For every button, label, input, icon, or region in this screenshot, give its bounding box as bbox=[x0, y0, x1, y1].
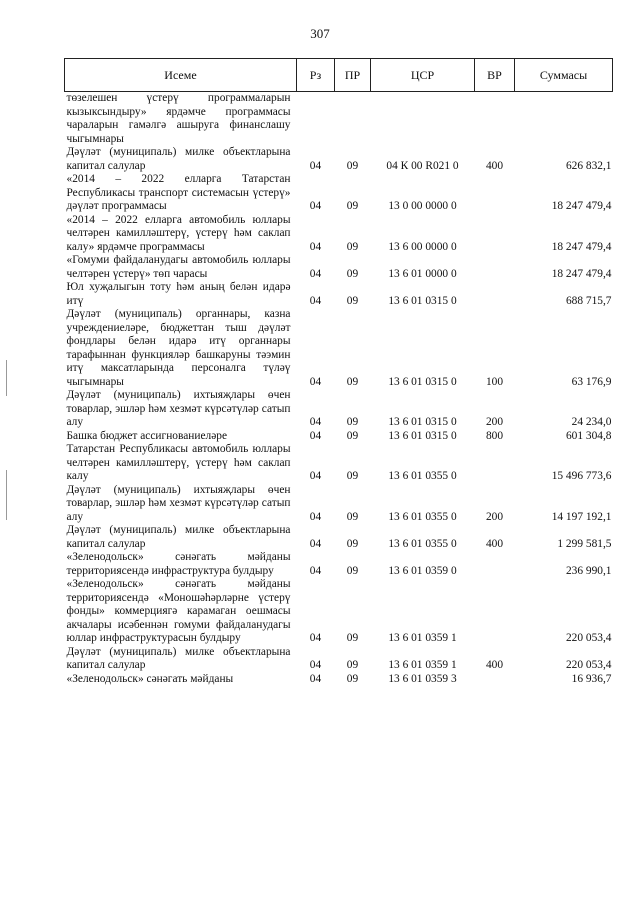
row-rz: 04 bbox=[309, 200, 322, 212]
row-vr: 800 bbox=[485, 429, 504, 442]
budget-table bbox=[64, 58, 613, 686]
row-csr bbox=[371, 92, 475, 147]
row-vr: 100 bbox=[485, 375, 504, 388]
row-csr: 13 0 00 0000 0 bbox=[388, 200, 457, 212]
table-row bbox=[65, 92, 613, 147]
table-row bbox=[65, 673, 613, 687]
row-sum: 14 197 192,1 bbox=[551, 510, 612, 523]
row-csr: 13 6 01 0315 0 bbox=[388, 294, 457, 307]
row-name: Дәүләт (муниципаль) милке объектларына капитал салулар bbox=[66, 645, 291, 671]
table-row bbox=[65, 214, 613, 255]
row-sum: 220 053,4 bbox=[565, 632, 612, 644]
row-rz: 04 bbox=[309, 510, 322, 523]
header-vr: ВР bbox=[475, 59, 515, 92]
row-name: Башка бюджет ассигнованиеләре bbox=[66, 429, 228, 442]
row-csr: 13 6 01 0359 3 bbox=[388, 672, 457, 685]
header-sum: Суммасы bbox=[515, 59, 613, 92]
row-name: Татарстан Республикасы автомобиль юллары челтәрен камилләштерү, үстерү һәм саклап калу bbox=[66, 443, 291, 482]
table-row bbox=[65, 524, 613, 551]
row-name: «Зеленодольск» сәнәгать мәйданы территориясендә «Моношәһәрләрне үстерү фонды» коммерциягә карамаган оешмасы акчалары исәбеннән гомуми файдаланудагы юллар инфраструктурасын булдыру bbox=[66, 578, 291, 644]
row-rz: 04 bbox=[309, 564, 322, 577]
row-pr: 09 bbox=[346, 632, 359, 644]
row-pr bbox=[335, 92, 371, 147]
row-sum: 220 053,4 bbox=[565, 659, 612, 671]
row-name: Дәүләт (муниципаль) ихтыяҗлары өчен товарлар, эшләр һәм хезмәт күрсәтүләр сатып алу bbox=[66, 389, 291, 428]
table-row bbox=[65, 484, 613, 525]
row-name: Дәүләт (муниципаль) ихтыяҗлары өчен товарлар, эшләр һәм хезмәт күрсәтүләр сатып алу bbox=[66, 483, 291, 523]
table-row bbox=[65, 443, 613, 484]
row-pr: 09 bbox=[346, 659, 359, 671]
row-pr: 09 bbox=[346, 429, 359, 442]
row-sum: 688 715,7 bbox=[565, 294, 612, 307]
table-row bbox=[65, 646, 613, 673]
table-row bbox=[65, 308, 613, 389]
row-vr bbox=[475, 551, 515, 578]
row-vr bbox=[475, 673, 515, 687]
row-pr: 09 bbox=[346, 510, 359, 523]
row-pr: 09 bbox=[346, 537, 359, 550]
table-row bbox=[65, 281, 613, 308]
row-vr bbox=[475, 443, 515, 484]
row-pr: 09 bbox=[346, 375, 359, 388]
row-vr bbox=[475, 281, 515, 308]
row-csr: 13 6 00 0000 0 bbox=[388, 240, 457, 253]
row-sum: 18 247 479,4 bbox=[551, 200, 612, 212]
row-sum: 1 299 581,5 bbox=[557, 537, 612, 550]
row-sum: 16 936,7 bbox=[571, 672, 612, 685]
row-vr: 400 bbox=[485, 659, 504, 671]
row-name: Юл хуҗалыгын тоту һәм аның белән идарә итү bbox=[66, 281, 291, 307]
row-rz: 04 bbox=[309, 537, 322, 550]
row-name: төзелешен үстерү программаларын кызыксындыру» ярдәмче программасы чараларын гамәлгә ашыруга финанслашу чыгымнары bbox=[66, 92, 291, 145]
table-row bbox=[65, 146, 613, 173]
row-sum: 236 990,1 bbox=[565, 564, 612, 577]
table-row bbox=[65, 254, 613, 281]
row-vr: 400 bbox=[485, 537, 504, 550]
row-rz: 04 bbox=[309, 294, 322, 307]
row-name: «Гомуми файдаланудагы автомобиль юллары челтәрен үстерү» төп чарасы bbox=[66, 254, 291, 280]
margin-scan-mark bbox=[6, 360, 7, 396]
header-csr: ЦСР bbox=[371, 59, 475, 92]
row-csr: 13 6 01 0315 0 bbox=[388, 375, 457, 388]
margin-scan-mark bbox=[6, 470, 7, 520]
row-rz: 04 bbox=[309, 240, 322, 253]
row-csr: 13 6 01 0355 0 bbox=[388, 537, 457, 550]
row-sum: 63 176,9 bbox=[571, 375, 612, 388]
row-csr: 13 6 01 0359 1 bbox=[388, 632, 457, 644]
row-rz: 04 bbox=[309, 672, 322, 685]
row-vr bbox=[475, 92, 515, 147]
row-sum: 18 247 479,4 bbox=[551, 240, 612, 253]
row-name: «2014 – 2022 елларга Татарстан Республикасы транспорт системасын үстерү» дәүләт программасы bbox=[66, 173, 291, 212]
row-pr: 09 bbox=[346, 294, 359, 307]
table-row bbox=[65, 578, 613, 646]
row-rz: 04 bbox=[309, 632, 322, 644]
row-rz bbox=[297, 92, 335, 147]
row-rz: 04 bbox=[309, 470, 322, 482]
row-vr: 400 bbox=[485, 159, 504, 172]
row-sum bbox=[515, 92, 613, 147]
row-csr: 13 6 01 0315 0 bbox=[388, 429, 457, 442]
row-pr: 09 bbox=[346, 159, 359, 172]
row-name: Дәүләт (муниципаль) милке объектларына капитал салулар bbox=[66, 524, 291, 550]
row-name: «Зеленодольск» сәнәгать мәйданы bbox=[66, 672, 234, 685]
row-rz: 04 bbox=[309, 416, 322, 428]
row-rz: 04 bbox=[309, 267, 322, 280]
row-name: Дәүләт (муниципаль) милке объектларына капитал салулар bbox=[66, 146, 291, 172]
row-csr: 13 6 01 0315 0 bbox=[388, 416, 457, 428]
row-rz: 04 bbox=[309, 159, 322, 172]
row-vr: 200 bbox=[485, 510, 504, 523]
row-csr: 13 6 01 0359 0 bbox=[388, 564, 457, 577]
row-csr: 13 6 01 0355 0 bbox=[388, 510, 457, 523]
row-sum: 15 496 773,6 bbox=[551, 470, 612, 482]
row-vr bbox=[475, 173, 515, 214]
row-csr: 13 6 01 0355 0 bbox=[388, 470, 457, 482]
table-row bbox=[65, 173, 613, 214]
row-name: «2014 – 2022 елларга автомобиль юллары челтәрен камилләштерү, үстерү һәм саклап калу» ярдәмче программасы bbox=[66, 213, 291, 253]
row-rz: 04 bbox=[309, 429, 322, 442]
row-pr: 09 bbox=[346, 267, 359, 280]
row-pr: 09 bbox=[346, 564, 359, 577]
row-name: «Зеленодольск» сәнәгать мәйданы территориясендә инфраструктура булдыру bbox=[66, 551, 291, 577]
table-row bbox=[65, 389, 613, 430]
row-pr: 09 bbox=[346, 240, 359, 253]
row-pr: 09 bbox=[346, 200, 359, 212]
row-csr: 04 К 00 R021 0 bbox=[386, 159, 459, 172]
table-row bbox=[65, 430, 613, 444]
header-name: Исеме bbox=[65, 59, 297, 92]
row-sum: 18 247 479,4 bbox=[551, 267, 612, 280]
row-csr: 13 6 01 0000 0 bbox=[388, 267, 457, 280]
table-row bbox=[65, 551, 613, 578]
row-rz: 04 bbox=[309, 659, 322, 671]
header-rz: Рз bbox=[297, 59, 335, 92]
row-vr: 200 bbox=[485, 416, 504, 428]
row-sum: 601 304,8 bbox=[565, 429, 612, 442]
row-vr bbox=[475, 254, 515, 281]
row-sum: 24 234,0 bbox=[571, 416, 612, 428]
row-pr: 09 bbox=[346, 470, 359, 482]
table-header-row bbox=[65, 59, 613, 92]
row-vr bbox=[475, 214, 515, 255]
row-sum: 626 832,1 bbox=[565, 159, 612, 172]
page-number: 307 bbox=[310, 26, 330, 41]
row-rz: 04 bbox=[309, 375, 322, 388]
row-pr: 09 bbox=[346, 416, 359, 428]
row-name: Дәүләт (муниципаль) органнары, казна учреждениеләре, бюджеттан тыш дәүләт фондлары белән идарә итү органнары тарафыннан функцияләр башкаруны тәэмин итү максатларында персоналга түләү чыгымнары bbox=[66, 308, 291, 388]
row-vr bbox=[475, 578, 515, 646]
header-pr: ПР bbox=[335, 59, 371, 92]
row-pr: 09 bbox=[346, 672, 359, 685]
row-csr: 13 6 01 0359 1 bbox=[388, 659, 457, 671]
